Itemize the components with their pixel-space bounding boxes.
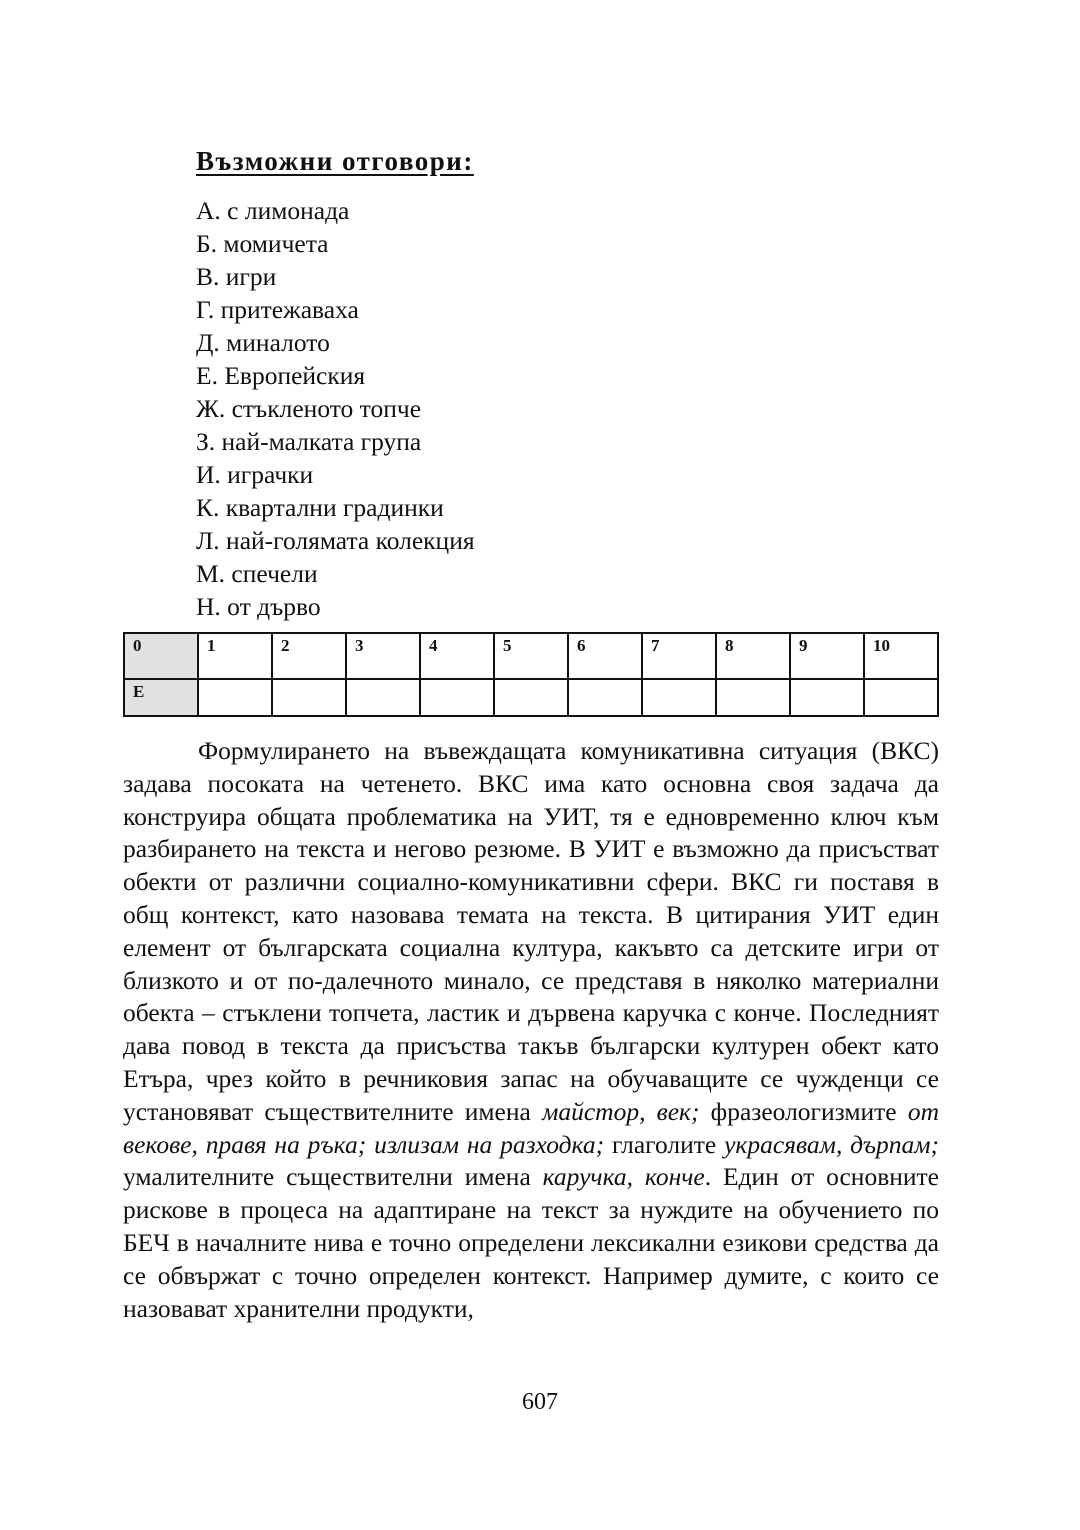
answer-option-z: З. най-малката група [196, 427, 422, 456]
grid-answer-cell [642, 679, 716, 716]
answer-option-n: Н. от дърво [196, 592, 321, 621]
grid-header-cell: 3 [346, 633, 420, 679]
grid-answer-cell [716, 679, 790, 716]
grid-answer-cell [568, 679, 642, 716]
body-text-run: умалителните съществителни имена [123, 1162, 543, 1192]
grid-header-cell: 10 [864, 633, 938, 679]
grid-header-cell: 5 [494, 633, 568, 679]
grid-header-cell: 6 [568, 633, 642, 679]
answer-grid-header-row [124, 633, 938, 679]
answers-heading: Възможни отговори: [196, 146, 474, 176]
body-italic-run: от векове, правя на ръка; излизам на разходка; [123, 1096, 939, 1159]
answer-option-d: Д. миналото [196, 328, 330, 357]
answer-option-k: К. квартални градинки [196, 493, 444, 522]
page-number: 607 [522, 1389, 558, 1415]
answer-option-zh: Ж. стъкленото топче [196, 394, 422, 423]
grid-answer-cell [272, 679, 346, 716]
answer-option-a: А. с лимонада [196, 196, 350, 225]
grid-answer-cell: Е [124, 679, 198, 716]
answer-options-list [196, 194, 475, 623]
grid-answer-cell [864, 679, 938, 716]
body-text-run: глаголите [604, 1129, 725, 1159]
answer-option-v: В. игри [196, 262, 277, 291]
answer-option-g: Г. притежаваха [196, 295, 359, 324]
body-italic-run: украсявам, дърпам; [724, 1129, 939, 1159]
grid-answer-cell [494, 679, 568, 716]
grid-header-cell: 1 [198, 633, 272, 679]
grid-header-cell: 2 [272, 633, 346, 679]
body-italic-run: каручка, конче [542, 1162, 705, 1192]
answer-option-b: Б. момичета [196, 229, 329, 258]
grid-header-cell: 4 [420, 633, 494, 679]
grid-answer-cell [790, 679, 864, 716]
grid-header-cell: 0 [124, 633, 198, 679]
grid-answer-cell [346, 679, 420, 716]
body-text-run: Формулирането на въвеждащата комуникативна ситуация (ВКС) задава посоката на четенето. ВКС има като основна своя задача да конструира общата проблематика на УИТ, тя е едновременно ключ към разбирането на текста и негово резюме. В УИТ е възможно да присъстват обекти от различни социално-комуникативни сфери. ВКС ги поставя в общ контекст, като назовава темата на текста. В цитирания УИТ един елемент от българската социална култура, какъвто са детските игри от близкото и от по-далечното минало, се представя в няколко материални обекта – стъклени топчета, ластик и дървена каручка с конче. Последният дава повод в текста да присъства такъв български културен обект като Етъра, чрез който в речниковия запас на обучаващите се чужденци се установяват съществителните имена [123, 736, 939, 1126]
answer-grid-answer-row [124, 679, 938, 716]
body-text-run: . Един от основните рискове в процеса на адаптиране на текст за нуждите на обучението по БЕЧ в началните нива е точно определени лексикални езикови средства да се обвържат с точно определен контекст. Например думите, с които се назовават хранителни продукти, [123, 1162, 940, 1323]
grid-header-cell: 9 [790, 633, 864, 679]
answer-option-l: Л. най-голямата колекция [196, 526, 475, 555]
answer-grid-table [123, 632, 939, 717]
answer-option-i: И. играчки [196, 460, 314, 489]
grid-header-cell: 8 [716, 633, 790, 679]
grid-header-cell: 7 [642, 633, 716, 679]
answer-option-e: Е. Европейския [196, 361, 366, 390]
grid-answer-cell [420, 679, 494, 716]
answer-option-m: М. спечели [196, 559, 318, 588]
body-paragraph [123, 735, 939, 1325]
body-italic-run: майстор, век; [542, 1096, 700, 1126]
grid-answer-cell [198, 679, 272, 716]
body-text-run: фразеологизмите [699, 1096, 908, 1126]
